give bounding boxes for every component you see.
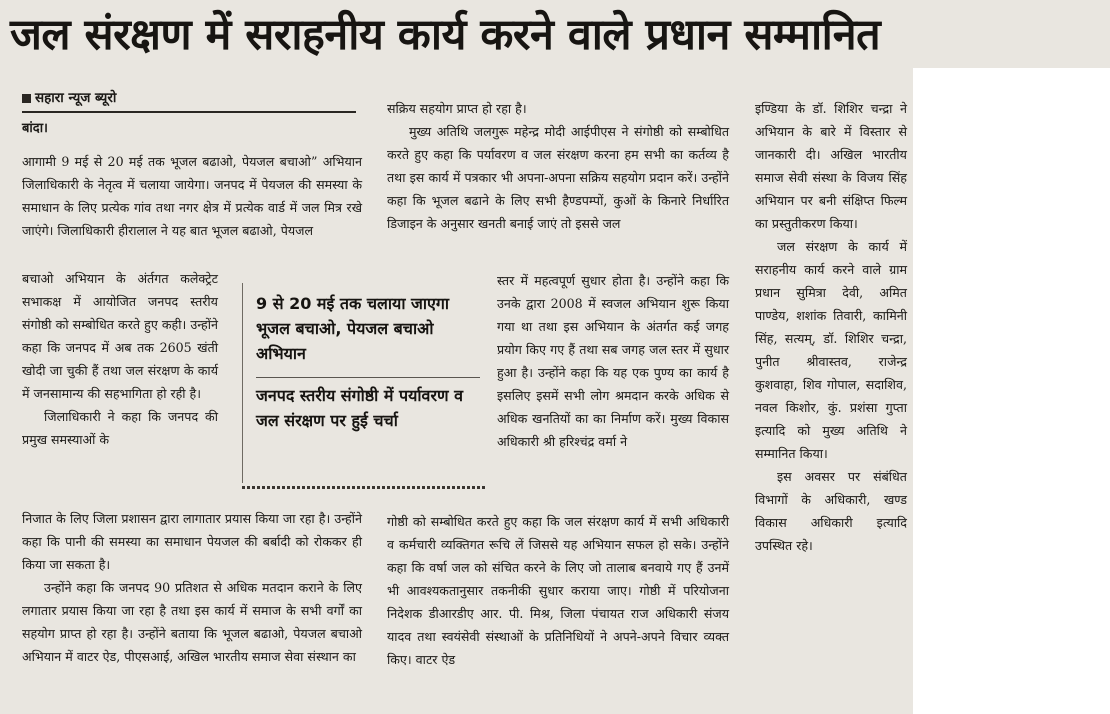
byline	[22, 88, 116, 106]
col3-paragraph-2: जल संरक्षण के कार्य में सराहनीय कार्य करने वाले ग्राम प्रधान सुमित्रा देवी, अमित पाण्डेय, शशांक तिवारी, कामिनी सिंह, सत्यम्, डॉ. शिशिर चन्द्रा, पुनीत श्रीवास्तव, राजेन्द्र कुशवाहा, शिव गोपाल, सदाशिव, नवल किशोर, कुं. प्रशंसा गुप्ता इत्यादि को मुख्य अतिथि ने सम्मानित किया।	[755, 239, 907, 461]
column-1-middle	[22, 267, 218, 451]
bullet-square-icon	[22, 94, 31, 103]
col3-paragraph-1: इण्डिया के डॉ. शिशिर चन्द्रा ने अभियान के बारे में विस्तार से जानकारी दी। अखिल भारतीय समाज सेवी संस्था के विजय सिंह अभियान पर बनी संक्षिप्त फिल्म का प्रस्तुतीकरण किया।	[755, 101, 907, 231]
dateline: बांदा।	[22, 121, 48, 136]
pull-quote-2: जनपद स्तरीय संगोष्ठी में पर्यावरण व जल संरक्षण पर हुई चर्चा	[256, 386, 464, 430]
byline-text: सहारा न्यूज ब्यूरो	[35, 90, 117, 106]
pull-quote-box	[242, 283, 486, 487]
pull-quote-1: 9 से 20 मई तक चलाया जाएगा भूजल बचाओ, पेयजल बचाओ अभियान	[256, 294, 450, 363]
pull-quote-dotted-rule	[242, 486, 486, 489]
col1-paragraph-1: आगामी 9 मई से 20 मई तक भूजल बढाओ, पेयजल बचाओ” अभियान जिलाधिकारी के नेतृत्व में चलाया जायेगा। जनपद में पेयजल की समस्या के समाधान के लिए प्रत्येक गांव तथा नगर क्षेत्र में प्रत्येक वार्ड में जल मित्र रखे जाएंगे। जिलाधिकारी हीरालाल ने यह बात भूजल बढाओ, पेयजल	[22, 154, 362, 238]
col1-paragraph-2a: जिलाधिकारी ने कहा कि जनपद की प्रमुख समस्याओं के	[22, 409, 218, 447]
col2-paragraph-3: गोष्ठी को सम्बोधित करते हुए कहा कि जल संरक्षण कार्य में सभी अधिकारी व कर्मचारी व्यक्तिगत रूचि लें जिससे यह अभियान सफल हो सके। उन्होंने कहा कि वर्षा जल को संचित करने के लिए जो तालाब बनवाये गए हैं उनमें भी आवश्यकतानुसार तकनीकी सुधार कराया जाए। गोष्ठी में परियोजना निदेशक डीआरडीए आर. पी. मिश्र, जिला पंचायत राज अधिकारी संजय यादव तथा स्वयंसेवी संस्थाओं के प्रतिनिधियों ने अपने-अपने विचार व्यक्त किए। वाटर ऐड	[387, 514, 729, 667]
column-1-top	[22, 150, 362, 242]
col1-paragraph-3: उन्होंने कहा कि जनपद 90 प्रतिशत से अधिक मतदान कराने के लिए लगातार प्रयास किया जा रहा है तथा इस कार्य में समाज के सभी वर्गों का सहयोग प्राप्त हो रहा है। उन्होंने बताया कि भूजल बढाओ, पेयजल बचाओ अभियान में वाटर ऐड, पीएसआई, अखिल भारतीय समाज सेवा संस्थान का	[22, 580, 362, 664]
byline-rule	[22, 111, 356, 113]
col3-paragraph-3: इस अवसर पर संबंधित विभागों के अधिकारी, खण्ड विकास अधिकारी इत्यादि उपस्थित रहे।	[755, 469, 907, 553]
headline: जल संरक्षण में सराहनीय कार्य करने वाले प्रधान सम्मानित	[10, 10, 881, 60]
pull-quote-divider	[256, 377, 480, 378]
column-2-middle	[497, 269, 729, 453]
pull-quote-rule	[242, 283, 243, 483]
column-2-bottom	[387, 510, 729, 671]
column-1-bottom	[22, 507, 362, 668]
col2-paragraph-2: मुख्य अतिथि जलगुरू महेन्द्र मोदी आईपीएस ने संगोष्ठी को सम्बोधित करते हुए कहा कि पर्यावरण व जल संरक्षण करना हम सभी का कर्तव्य है तथा इस कार्य में पत्रकार भी अपना-अपना सक्रिय सहयोग प्रदान करें। उन्होंने कहा कि भूजल बढाने के लिए सभी हैण्डपम्पों, कुओं के किनारे निर्धारित डिजाइन के अनुसार खनती बनाई जाएं तो इससे जल	[387, 124, 729, 231]
col1-paragraph-2b: निजात के लिए जिला प्रशासन द्वारा लागातार प्रयास किया जा रहा है। उन्होंने कहा कि पानी की समस्या का समाधान पेयजल की बर्बादी को रोककर ही किया जा सकता है।	[22, 511, 362, 572]
col2-paragraph-1: सक्रिय सहयोग प्राप्त हो रहा है।	[387, 101, 527, 116]
col1-paragraph-1b: बचाओ अभियान के अंर्तगत कलेक्ट्रेट सभाकक्ष में आयोजित जनपद स्तरीय संगोष्ठी को सम्बोधित करते हुए कही। उन्होंने कहा कि जनपद में अब तक 2605 खंती खोदी जा चुकी हैं तथा जल संरक्षण के कार्य में जनसामान्य की सहभागिता हो रही है।	[22, 271, 218, 401]
headline-overhang	[913, 0, 1110, 68]
column-3	[755, 97, 907, 557]
col2-paragraph-2b: स्तर में महत्वपूर्ण सुधार होता है। उन्होंने कहा कि उनके द्वारा 2008 में स्वजल अभियान शुरू किया गया था तथा इस अभियान के अंतर्गत कई जगह प्रयोग किए गए हैं तथा सब जगह जल स्तर में सुधार हुआ है। उन्होंने कहा कि यह एक पुण्य का कार्य है इसलिए इसमें सभी लोग श्रमदान करके अधिक से अधिक खनतियों का का निर्माण करें। मुख्य विकास अधिकारी श्री हरिश्चंद्र वर्मा ने	[497, 273, 729, 449]
column-2-top	[387, 97, 729, 235]
